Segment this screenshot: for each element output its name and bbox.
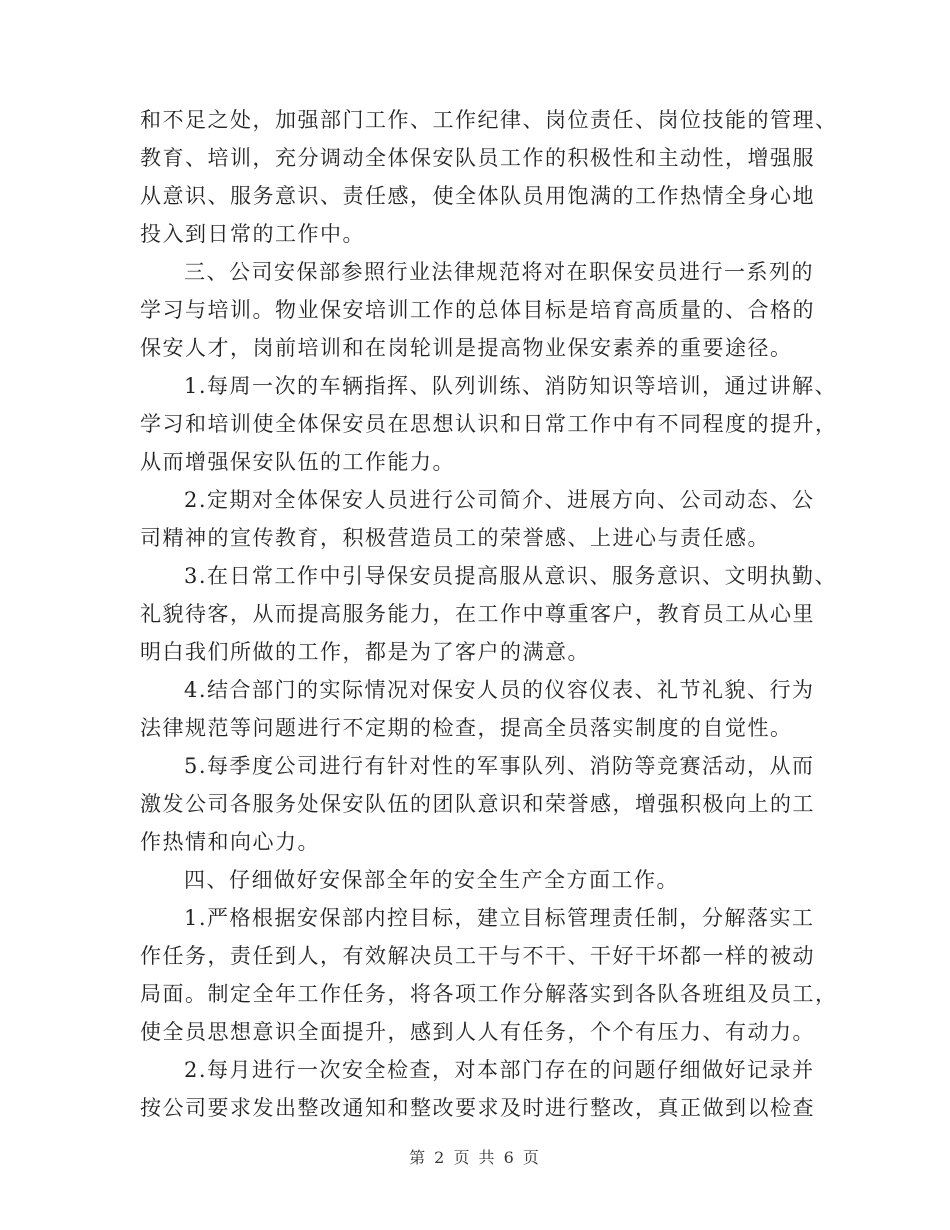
text-line: 5.每季度公司进行有针对性的军事队列、消防等竞赛活动，从而 bbox=[184, 754, 815, 778]
text-line: 投入到日常的工作中。 bbox=[140, 222, 365, 246]
text-line: 2.每月进行一次安全检查，对本部门存在的问题仔细做好记录并 bbox=[184, 1058, 815, 1082]
text-line: 保安人才，岗前培训和在岗轮训是提高物业保安素养的重要途径。 bbox=[140, 336, 793, 360]
text-line: 法律规范等问题进行不定期的检查，提高全员落实制度的自觉性。 bbox=[140, 716, 793, 740]
text-line: 作热情和向心力。 bbox=[140, 830, 320, 854]
text-line: 学习和培训使全体保安员在思想认识和日常工作中有不同程度的提升， bbox=[140, 412, 838, 436]
text-line: 三、公司安保部参照行业法律规范将对在职保安员进行一系列的 bbox=[184, 260, 814, 284]
text-line: 1.严格根据安保部内控目标，建立目标管理责任制，分解落实工 bbox=[184, 906, 815, 930]
text-line: 教育、培训，充分调动全体保安队员工作的积极性和主动性，增强服 bbox=[140, 146, 815, 170]
text-line: 礼貌待客，从而提高服务能力，在工作中尊重客户，教育员工从心里 bbox=[140, 602, 815, 626]
page-footer bbox=[0, 1148, 950, 1168]
text-line: 从意识、服务意识、责任感，使全体队员用饱满的工作热情全身心地 bbox=[140, 184, 815, 208]
text-line: 四、仔细做好安保部全年的安全生产全方面工作。 bbox=[184, 868, 679, 892]
text-line: 作任务，责任到人，有效解决员工干与不干、干好干坏都一样的被动 bbox=[140, 944, 815, 968]
text-line: 局面。制定全年工作任务，将各项工作分解落实到各队各班组及员工， bbox=[140, 982, 838, 1006]
text-line: 激发公司各服务处保安队伍的团队意识和荣誉感，增强积极向上的工 bbox=[140, 792, 815, 816]
text-line: 从而增强保安队伍的工作能力。 bbox=[140, 450, 455, 474]
text-line: 4.结合部门的实际情况对保安人员的仪容仪表、礼节礼貌、行为 bbox=[184, 678, 815, 702]
text-line: 使全员思想意识全面提升，感到人人有任务，个个有压力、有动力。 bbox=[140, 1020, 815, 1044]
text-line: 司精神的宣传教育，积极营造员工的荣誉感、上进心与责任感。 bbox=[140, 526, 770, 550]
text-line: 2.定期对全体保安人员进行公司简介、进展方向、公司动态、公 bbox=[184, 488, 815, 512]
text-line: 按公司要求发出整改通知和整改要求及时进行整改，真正做到以检查 bbox=[140, 1096, 815, 1120]
text-line: 3.在日常工作中引导保安员提高服从意识、服务意识、文明执勤、 bbox=[184, 564, 838, 588]
text-line: 1.每周一次的车辆指挥、队列训练、消防知识等培训，通过讲解、 bbox=[184, 374, 838, 398]
text-line: 明白我们所做的工作，都是为了客户的满意。 bbox=[140, 640, 590, 664]
page-number: 第 2 页 共 6 页 bbox=[409, 1148, 541, 1167]
text-line: 和不足之处，加强部门工作、工作纪律、岗位责任、岗位技能的管理、 bbox=[140, 108, 838, 132]
text-line: 学习与培训。物业保安培训工作的总体目标是培育高质量的、合格的 bbox=[140, 298, 815, 322]
